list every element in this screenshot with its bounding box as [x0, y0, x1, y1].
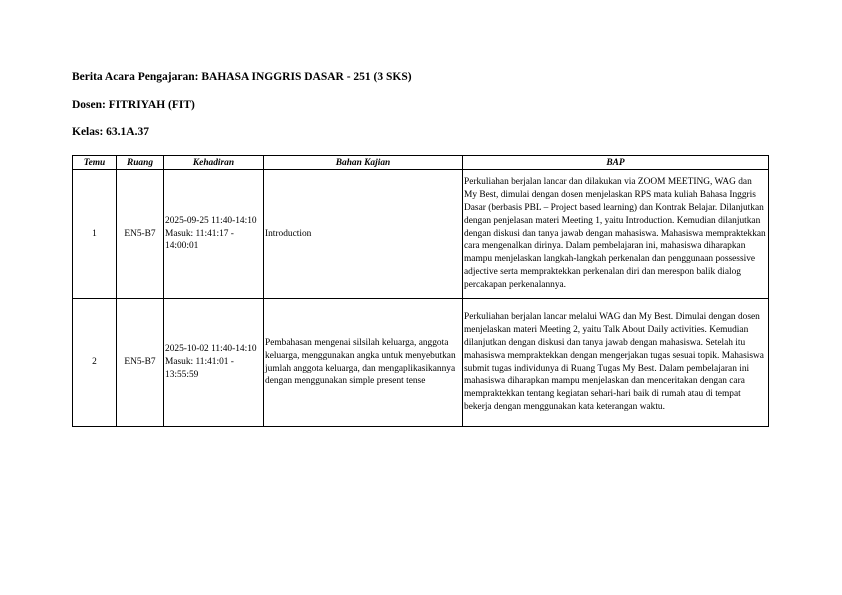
column-header-meeting: Temu	[73, 156, 117, 170]
column-header-room: Ruang	[117, 156, 164, 170]
column-header-topic: Bahan Kajian	[264, 156, 463, 170]
teaching-record-table	[72, 155, 769, 427]
room-cell: EN5-B7	[117, 299, 164, 427]
lecturer-line: Dosen: FITRIYAH (FIT)	[72, 99, 195, 111]
schedule-time: 2025-09-25 11:40-14:10	[165, 215, 257, 226]
table-row	[73, 299, 769, 427]
table-header-row	[73, 156, 769, 170]
schedule-time: 2025-10-02 11:40-14:10	[165, 344, 257, 355]
topic-cell: Pembahasan mengenai silsilah keluarga, anggota keluarga, menggunakan angka untuk menyebutkan jumlah anggota keluarga, dan mengaplikasikannya dengan menggunakan simple present tense	[264, 299, 463, 427]
bap-cell: Perkuliahan berjalan lancar melalui WAG dan My Best. Dimulai dengan dosen menjelaskan materi Meeting 2, yaitu Talk About Daily activities. Kemudian dilanjutkan dengan diskusi dan tanya jawab dengan mahasiswa. Setelah itu mahasiswa mempraktekkan dengan mengerjakan tugas sesuai topik. Mahasiswa submit tugas individunya di Ruang Tugas My Best. Dalam pembelajaran ini mahasiswa diharapkan mampu menjelaskan dan menceritakan dengan cara mempraktekkan tentang kegiatan sehari-hari baik di rumah atau di tempat bekerja dengan menggunakan kata keterangan waktu.	[463, 299, 769, 427]
document-title: Berita Acara Pengajaran: BAHASA INGGRIS DASAR - 251 (3 SKS)	[72, 71, 412, 83]
check-in-time: Masuk: 11:41:01 - 13:55:59	[165, 357, 234, 380]
class-line: Kelas: 63.1A.37	[72, 126, 149, 138]
room-cell: EN5-B7	[117, 170, 164, 299]
check-in-time: Masuk: 11:41:17 - 14:00:01	[165, 228, 234, 252]
table-row	[73, 170, 769, 299]
bap-cell: Perkuliahan berjalan lancar dan dilakukan via ZOOM MEETING, WAG dan My Best, dimulai dengan dosen menjelaskan RPS mata kuliah Bahasa Inggris Dasar (berbasis PBL – Project based learning) dan Kontrak Belajar. Dilanjutkan dengan penjelasan materi Meeting 1, yaitu Introduction. Kemudian dilanjutkan dengan diskusi dan tanya jawab dengan mahasiswa. Mahasiswa mempraktekkan cara mengenalkan dirinya. Dalam pembelajaran ini, mahasiswa diharapkan mampu menjelaskan langkah-langkah perkenalan dan penggunaan possessive adjective serta mempraktekkan perkenalan diri dan merespon balik dialog percakapan perkenalannya.	[463, 170, 769, 299]
attendance-cell	[164, 299, 264, 427]
meeting-number: 1	[73, 170, 117, 299]
column-header-attendance: Kehadiran	[164, 156, 264, 170]
topic-cell: Introduction	[264, 170, 463, 299]
column-header-bap: BAP	[463, 156, 769, 170]
meeting-number: 2	[73, 299, 117, 427]
attendance-cell	[164, 170, 264, 299]
